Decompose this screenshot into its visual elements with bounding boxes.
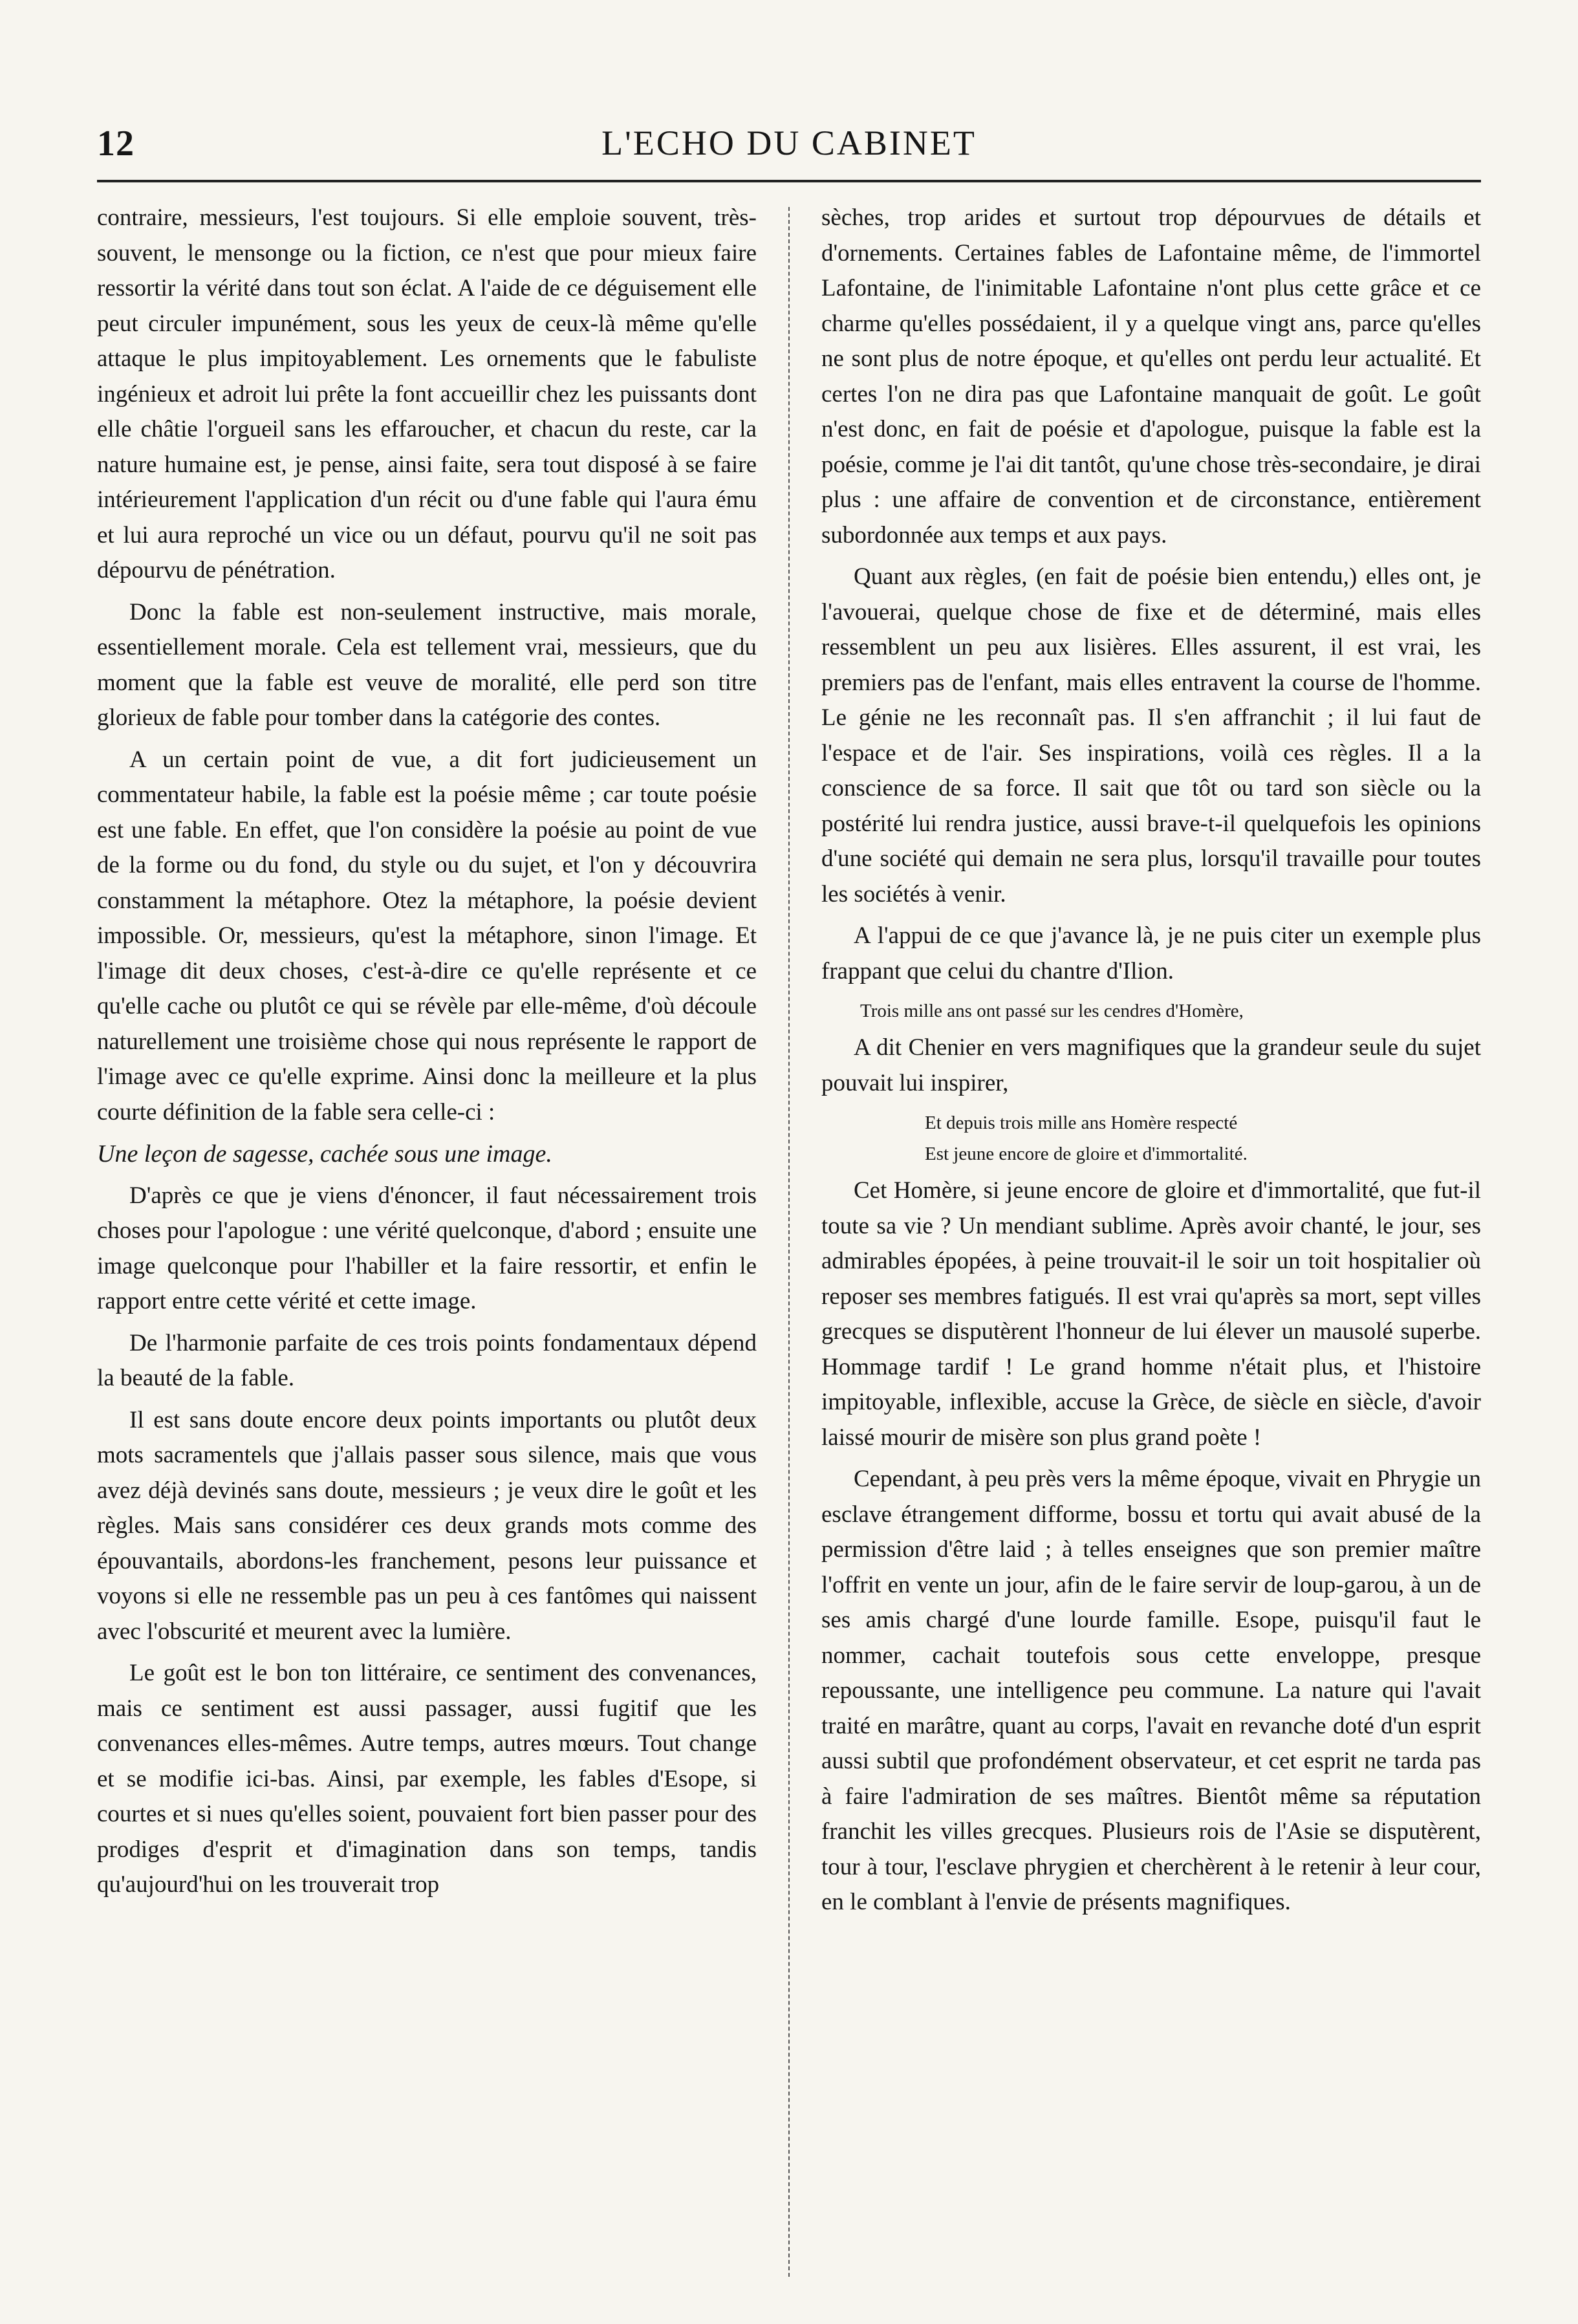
verse-line: Et depuis trois mille ans Homère respecté [925,1113,1238,1133]
fable-definition: Une leçon de sagesse, cachée sous une image. [97,1140,552,1167]
right-column [821,201,1481,1927]
header-rule [97,180,1481,182]
paragraph: A l'appui de ce que j'avance là, je ne puis citer un exemple plus frappant que celui du chantre d'Ilion. [821,922,1481,984]
page-header [97,97,1481,168]
paragraph: Quant aux règles, (en fait de poésie bien entendu,) elles ont, je l'avouerai, quelque chose de fixe et de déterminé, mais elles ressemblent un peu aux lisières. Elles assurent, il est vrai, les premiers pas de l'enfant, mais elles entravent la course de l'homme. Le génie ne les reconnaît pas. Il s'en affranchit ; il lui faut de l'espace et de l'air. Ses inspirations, voilà ces règles. Il a la conscience de sa force. Il sait que tôt ou tard son siècle ou la postérité lui rendra justice, aussi brave-t-il quelquefois les opinions d'une société qui demain ne sera plus, lorsqu'il travaille pour toutes les sociétés à venir. [821,563,1481,907]
verse-quote [821,1107,1481,1169]
text-columns [97,201,1481,1927]
paragraph: Cependant, à peu près vers la même époque, vivait en Phrygie un esclave étrangement difforme, bossu et tortu qui avait abusé de la permission d'être laid ; à telles enseignes que son premier maître l'offrit en vente un jour, afin de le faire servir de loup-garou, à un de ses amis chargé d'une lourde famille. Esope, puisqu'il faut le nommer, cachait toutefois sous cette enveloppe, presque repoussante, une intelligence peu commune. La nature qui l'avait traité en marâtre, quant au corps, l'avait en revanche doté d'un esprit aussi subtil que profondément observateur, et cet esprit ne tarda pas à faire l'admiration de ses maîtres. Bientôt même sa réputation franchit les villes grecques. Plusieurs rois de l'Asie se disputèrent, tour à tour, l'esclave phrygien et cherchèrent à le retenir à leur cour, en le comblant à l'envie de présents magnifiques. [821,1466,1481,1915]
running-title: L'ECHO DU CABINET [601,124,977,162]
left-column [97,201,757,1927]
newspaper-page [97,97,1481,2283]
paragraph: contraire, messieurs, l'est toujours. Si elle emploie souvent, très-souvent, le mensonge ou la fiction, ce n'est que pour mieux faire ressortir la vérité dans tout son éclat. A l'aide de ce déguisement elle peut circuler impunément, sous les yeux de ceux-là même qu'elle attaque le plus impitoyablement. Les ornements que le fabuliste ingénieux et adroit lui prête la font accueillir chez les puissants dont elle châtie l'orgueil sans les effaroucher, et chacun du reste, car la nature humaine est, je pense, ainsi faite, sera tout disposé à se faire intérieurement l'application d'un récit ou d'une fable qui l'aura ému et lui aura reproché un vice ou un défaut, pourvu qu'il ne soit pas dépourvu de pénétration. [97,204,757,583]
verse-quote: Trois mille ans ont passé sur les cendres d'Homère, [860,1001,1244,1021]
paragraph: Cet Homère, si jeune encore de gloire et d'immortalité, que fut-il toute sa vie ? Un mendiant sublime. Après avoir chanté, le jour, ses admirables épopées, à peine trouvait-il le soir un toit hospitalier où reposer ses membres fatigués. Il est vrai qu'après sa mort, sept villes grecques se disputèrent l'honneur de lui élever un mausolé superbe. Hommage tardif ! Le grand homme n'était plus, et l'histoire impitoyable, inflexible, accuse la Grèce, de siècle en siècle, d'avoir laissé mourir de misère son plus grand poète ! [821,1177,1481,1451]
paragraph: Donc la fable est non-seulement instructive, mais morale, essentiellement morale. Cela est tellement vrai, messieurs, que du moment que la fable est veuve de moralité, elle perd son titre glorieux de fable pour tomber dans la catégorie des contes. [97,598,757,731]
paragraph: A un certain point de vue, a dit fort judicieusement un commentateur habile, la fable est la poésie même ; car toute poésie est une fable. En effet, que l'on considère la poésie au point de vue de la forme ou du fond, du style ou du sujet, et l'on y découvrira constamment la métaphore. Otez la métaphore, la poésie devient impossible. Or, messieurs, qu'est la métaphore, sinon l'image. Et l'image dit deux choses, c'est-à-dire ce qu'elle représente et ce qu'elle cache ou plutôt ce qui se révèle par elle-même, d'où découle naturellement une troisième chose qui nous représente le rapport de l'image avec ce qu'elle exprime. Ainsi donc la meilleure et la plus courte définition de la fable sera celle-ci : [97,746,757,1125]
paragraph: De l'harmonie parfaite de ces trois points fondamentaux dépend la beauté de la fable. [97,1329,757,1391]
verse-line: Est jeune encore de gloire et d'immortalité. [925,1144,1248,1164]
paragraph: A dit Chenier en vers magnifiques que la grandeur seule du sujet pouvait lui inspirer, [821,1034,1481,1096]
page-number: 12 [97,124,135,164]
paragraph: sèches, trop arides et surtout trop dépourvues de détails et d'ornements. Certaines fables de Lafontaine même, de l'immortel Lafontaine, de l'inimitable Lafontaine n'ont plus cette grâce et ce charme qu'elles possédaient, il y a quelque vingt ans, parce qu'elles ne sont plus de notre époque, et qu'elles ont perdu leur actualité. Et certes l'on ne dira pas que Lafontaine manquait de goût. Le goût n'est donc, en fait de poésie et d'apologue, puisque la fable est la poésie, comme je l'ai dit tantôt, qu'une chose très-secondaire, je dirai plus : une affaire de convention et de circonstance, entièrement subordonnée aux temps et aux pays. [821,204,1481,548]
paragraph: Le goût est le bon ton littéraire, ce sentiment des convenances, mais ce sentiment est aussi passager, aussi fugitif que les convenances elles-mêmes. Autre temps, autres mœurs. Tout change et se modifie ici-bas. Ainsi, par exemple, les fables d'Esope, si courtes et si nues qu'elles soient, pouvaient fort bien passer pour des prodiges d'esprit et d'imagination dans son temps, tandis qu'aujourd'hui on les trouverait trop [97,1660,757,1898]
paragraph: D'après ce que je viens d'énoncer, il faut nécessairement trois choses pour l'apologue : une vérité quelconque, d'abord ; ensuite une image quelconque pour l'habiller et la faire ressortir, et enfin le rapport entre cette vérité et cette image. [97,1182,757,1314]
paragraph: Il est sans doute encore deux points importants ou plutôt deux mots sacramentels que j'allais passer sous silence, mais que vous avez déjà devinés sans doute, messieurs ; je veux dire le goût et les règles. Mais sans considérer ces deux grands mots comme des épouvantails, abordons-les franchement, pesons leur puissance et voyons si elle ne ressemble pas un peu à ces fantômes qui naissent avec l'obscurité et meurent avec la lumière. [97,1406,757,1645]
